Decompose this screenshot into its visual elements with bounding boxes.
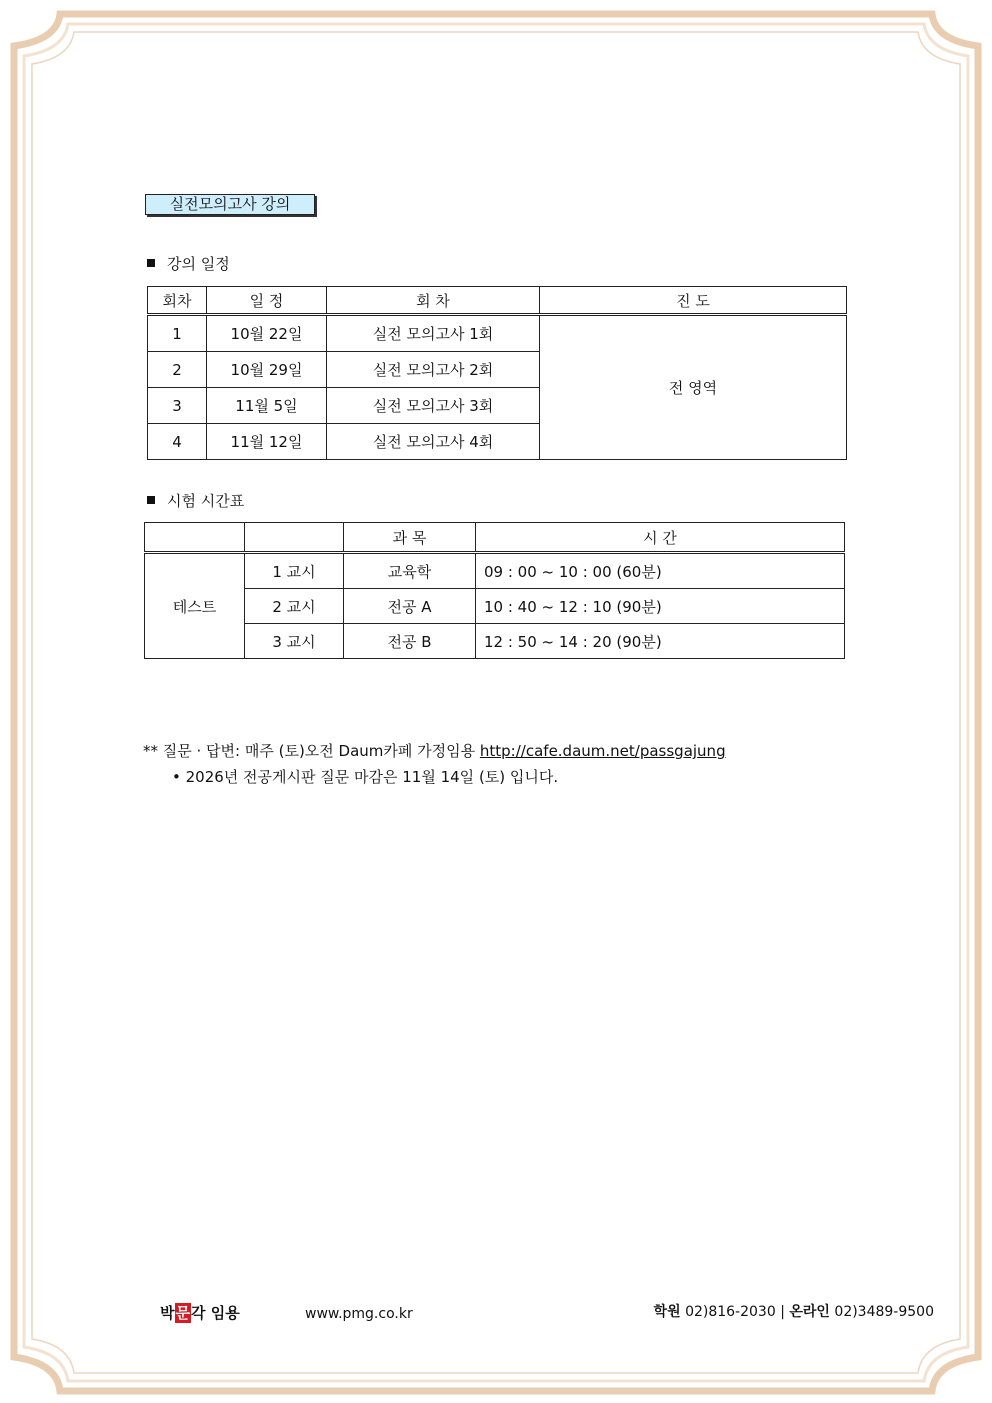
cell-session: 실전 모의고사 1회 bbox=[327, 315, 540, 352]
header-session: 회 차 bbox=[327, 287, 540, 315]
separator: | bbox=[780, 1304, 785, 1320]
header-no: 회차 bbox=[148, 287, 207, 315]
cell-session: 실전 모의고사 4회 bbox=[327, 424, 540, 460]
logo-part-3: 각 임용 bbox=[191, 1304, 240, 1322]
academy-phone: 02)816-2030 bbox=[685, 1304, 776, 1320]
table-row bbox=[145, 589, 845, 624]
cell-no: 4 bbox=[148, 424, 207, 460]
cell-date: 11월 12일 bbox=[207, 424, 327, 460]
cell-period: 1 교시 bbox=[245, 553, 344, 589]
table-row bbox=[145, 553, 845, 589]
header-blank-1 bbox=[145, 523, 245, 553]
schedule-heading bbox=[147, 254, 230, 274]
header-date: 일 정 bbox=[207, 287, 327, 315]
header-progress: 진 도 bbox=[540, 287, 847, 315]
cell-time: 09 : 00 ~ 10 : 00 (60분) bbox=[476, 553, 845, 589]
cell-no: 2 bbox=[148, 352, 207, 388]
cell-subject: 교육학 bbox=[344, 553, 476, 589]
header-blank-2 bbox=[245, 523, 344, 553]
square-bullet-icon bbox=[147, 259, 155, 267]
publisher-logo bbox=[160, 1303, 240, 1323]
cell-progress: 전 영역 bbox=[540, 315, 847, 460]
schedule-heading-text: 강의 일정 bbox=[167, 255, 230, 273]
cell-date: 10월 29일 bbox=[207, 352, 327, 388]
timetable-table bbox=[144, 522, 845, 659]
qa-note bbox=[143, 740, 726, 762]
cell-date: 11월 5일 bbox=[207, 388, 327, 424]
cell-date: 10월 22일 bbox=[207, 315, 327, 352]
cell-session: 실전 모의고사 2회 bbox=[327, 352, 540, 388]
logo-part-1: 박 bbox=[160, 1304, 175, 1322]
cell-period: 3 교시 bbox=[245, 624, 344, 659]
header-time: 시 간 bbox=[476, 523, 845, 553]
cell-period: 2 교시 bbox=[245, 589, 344, 624]
deadline-note: • 2026년 전공게시판 질문 마감은 11월 14일 (토) 입니다. bbox=[172, 768, 559, 786]
section-title: 실전모의고사 강의 bbox=[145, 194, 315, 215]
timetable-heading bbox=[147, 491, 244, 511]
table-header-row bbox=[145, 523, 845, 553]
qa-note-text: ** 질문 · 답변: 매주 (토)오전 Daum카페 가정임용 bbox=[143, 742, 480, 760]
cell-time: 12 : 50 ~ 14 : 20 (90분) bbox=[476, 624, 845, 659]
website-link[interactable]: www.pmg.co.kr bbox=[305, 1306, 413, 1322]
online-phone: 02)3489-9500 bbox=[834, 1304, 934, 1320]
table-row bbox=[148, 315, 847, 352]
schedule-table bbox=[147, 286, 847, 460]
cell-subject: 전공 A bbox=[344, 589, 476, 624]
footer-contact bbox=[654, 1302, 934, 1322]
cell-group: 테스트 bbox=[145, 553, 245, 659]
header-subject: 과 목 bbox=[344, 523, 476, 553]
cafe-link[interactable]: http://cafe.daum.net/passgajung bbox=[479, 742, 726, 760]
square-bullet-icon bbox=[147, 496, 155, 504]
timetable-heading-text: 시험 시간표 bbox=[167, 492, 245, 510]
cell-subject: 전공 B bbox=[344, 624, 476, 659]
academy-label: 학원 bbox=[653, 1304, 681, 1320]
online-label: 온라인 bbox=[789, 1304, 830, 1320]
cell-no: 1 bbox=[148, 315, 207, 352]
cell-time: 10 : 40 ~ 12 : 10 (90분) bbox=[476, 589, 845, 624]
logo-part-2: 문 bbox=[175, 1304, 190, 1322]
cell-no: 3 bbox=[148, 388, 207, 424]
cell-session: 실전 모의고사 3회 bbox=[327, 388, 540, 424]
table-header-row bbox=[148, 287, 847, 315]
table-row bbox=[145, 624, 845, 659]
